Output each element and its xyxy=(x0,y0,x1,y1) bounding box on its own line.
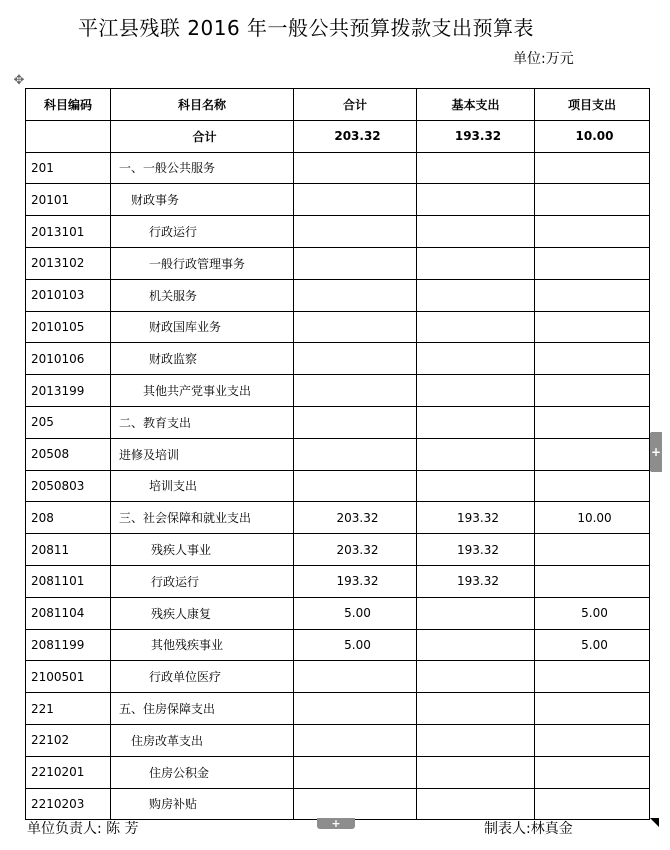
row-project xyxy=(535,375,650,407)
row-code: 2100501 xyxy=(26,661,111,693)
total-label: 合计 xyxy=(111,120,294,152)
row-project: 5.00 xyxy=(535,597,650,629)
row-basic xyxy=(417,693,535,725)
row-name: 财政国库业务 xyxy=(111,311,294,343)
row-total xyxy=(294,216,417,248)
row-code: 201 xyxy=(26,152,111,184)
table-row xyxy=(26,470,650,502)
row-project xyxy=(535,406,650,438)
header-project: 项目支出 xyxy=(535,89,650,121)
total-project: 10.00 xyxy=(535,120,650,152)
row-code: 20508 xyxy=(26,438,111,470)
table-row xyxy=(26,311,650,343)
row-total xyxy=(294,661,417,693)
row-total xyxy=(294,375,417,407)
table-row xyxy=(26,343,650,375)
row-project xyxy=(535,343,650,375)
row-name: 残疾人康复 xyxy=(111,597,294,629)
row-total xyxy=(294,152,417,184)
total-row xyxy=(26,120,650,152)
table-row xyxy=(26,661,650,693)
header-basic: 基本支出 xyxy=(417,89,535,121)
row-name: 财政监察 xyxy=(111,343,294,375)
header-total: 合计 xyxy=(294,89,417,121)
row-basic xyxy=(417,724,535,756)
row-project: 5.00 xyxy=(535,629,650,661)
row-code: 2010106 xyxy=(26,343,111,375)
row-name: 住房公积金 xyxy=(111,756,294,788)
row-total: 5.00 xyxy=(294,597,417,629)
row-name: 五、住房保障支出 xyxy=(111,693,294,725)
header-name: 科目名称 xyxy=(111,89,294,121)
row-total xyxy=(294,756,417,788)
row-name: 其他残疾事业 xyxy=(111,629,294,661)
row-name: 进修及培训 xyxy=(111,438,294,470)
row-code: 205 xyxy=(26,406,111,438)
row-code: 2081199 xyxy=(26,629,111,661)
row-total: 5.00 xyxy=(294,629,417,661)
row-name: 一般行政管理事务 xyxy=(111,247,294,279)
row-name: 二、教育支出 xyxy=(111,406,294,438)
row-code: 2081101 xyxy=(26,565,111,597)
row-project xyxy=(535,279,650,311)
row-name: 残疾人事业 xyxy=(111,534,294,566)
row-code: 22102 xyxy=(26,724,111,756)
table-header-row xyxy=(26,89,650,121)
row-basic xyxy=(417,661,535,693)
row-code: 2210201 xyxy=(26,756,111,788)
row-basic xyxy=(417,756,535,788)
row-name: 其他共产党事业支出 xyxy=(111,375,294,407)
row-basic: 193.32 xyxy=(417,534,535,566)
row-code: 221 xyxy=(26,693,111,725)
row-code: 208 xyxy=(26,502,111,534)
total-sum: 203.32 xyxy=(294,120,417,152)
row-basic xyxy=(417,311,535,343)
row-basic xyxy=(417,788,535,820)
row-name: 培训支出 xyxy=(111,470,294,502)
row-name: 行政运行 xyxy=(111,565,294,597)
row-code: 20101 xyxy=(26,184,111,216)
unit-label: 单位:万元 xyxy=(513,51,574,67)
budget-table xyxy=(25,88,650,820)
row-total xyxy=(294,247,417,279)
row-basic: 193.32 xyxy=(417,565,535,597)
table-row xyxy=(26,724,650,756)
row-total: 203.32 xyxy=(294,502,417,534)
row-code: 20811 xyxy=(26,534,111,566)
row-basic xyxy=(417,247,535,279)
row-project xyxy=(535,724,650,756)
table-row xyxy=(26,502,650,534)
total-basic: 193.32 xyxy=(417,120,535,152)
row-name: 财政事务 xyxy=(111,184,294,216)
row-code: 2010103 xyxy=(26,279,111,311)
row-basic: 193.32 xyxy=(417,502,535,534)
row-total xyxy=(294,311,417,343)
table-row xyxy=(26,597,650,629)
header-code: 科目编码 xyxy=(26,89,111,121)
table-row xyxy=(26,788,650,820)
plus-icon[interactable]: + xyxy=(650,432,662,472)
row-name: 行政运行 xyxy=(111,216,294,248)
row-code: 2010105 xyxy=(26,311,111,343)
row-name: 一、一般公共服务 xyxy=(111,152,294,184)
row-basic xyxy=(417,152,535,184)
row-code: 2013102 xyxy=(26,247,111,279)
row-total xyxy=(294,724,417,756)
row-total: 193.32 xyxy=(294,565,417,597)
row-project: 10.00 xyxy=(535,502,650,534)
row-total xyxy=(294,279,417,311)
row-code: 2013199 xyxy=(26,375,111,407)
resize-corner-icon[interactable] xyxy=(650,818,659,827)
table-row xyxy=(26,247,650,279)
row-code: 2210203 xyxy=(26,788,111,820)
row-project xyxy=(535,311,650,343)
row-total xyxy=(294,184,417,216)
row-total xyxy=(294,438,417,470)
row-basic xyxy=(417,375,535,407)
table-row xyxy=(26,406,650,438)
row-total: 203.32 xyxy=(294,534,417,566)
move-handle-icon[interactable]: ✥ xyxy=(13,73,25,88)
row-code: 2081104 xyxy=(26,597,111,629)
row-basic xyxy=(417,406,535,438)
table-row xyxy=(26,216,650,248)
row-project xyxy=(535,152,650,184)
row-project xyxy=(535,693,650,725)
row-basic xyxy=(417,279,535,311)
row-basic xyxy=(417,216,535,248)
table-row xyxy=(26,756,650,788)
row-project xyxy=(535,788,650,820)
row-name: 机关服务 xyxy=(111,279,294,311)
table-row xyxy=(26,184,650,216)
plus-icon[interactable]: + xyxy=(317,818,355,829)
row-project xyxy=(535,438,650,470)
row-basic xyxy=(417,184,535,216)
row-project xyxy=(535,470,650,502)
row-project xyxy=(535,534,650,566)
table-row xyxy=(26,438,650,470)
row-name: 三、社会保障和就业支出 xyxy=(111,502,294,534)
total-code-cell xyxy=(26,120,111,152)
table-row xyxy=(26,152,650,184)
row-name: 住房改革支出 xyxy=(111,724,294,756)
row-project xyxy=(535,661,650,693)
row-total xyxy=(294,406,417,438)
row-project xyxy=(535,565,650,597)
row-code: 2013101 xyxy=(26,216,111,248)
row-basic xyxy=(417,597,535,629)
footer-responsible: 单位负责人: 陈 芳 xyxy=(27,821,139,837)
row-name: 行政单位医疗 xyxy=(111,661,294,693)
row-basic xyxy=(417,343,535,375)
row-project xyxy=(535,756,650,788)
table-row xyxy=(26,693,650,725)
row-project xyxy=(535,216,650,248)
page-title: 平江县残联 2016 年一般公共预算拨款支出预算表 xyxy=(77,16,535,40)
table-row xyxy=(26,565,650,597)
footer-preparer: 制表人:林真金 xyxy=(484,821,573,837)
table-row xyxy=(26,629,650,661)
row-total xyxy=(294,343,417,375)
row-total xyxy=(294,470,417,502)
row-name: 购房补贴 xyxy=(111,788,294,820)
row-total xyxy=(294,788,417,820)
table-row xyxy=(26,279,650,311)
row-basic xyxy=(417,470,535,502)
table-row xyxy=(26,534,650,566)
row-basic xyxy=(417,629,535,661)
row-project xyxy=(535,184,650,216)
row-project xyxy=(535,247,650,279)
row-basic xyxy=(417,438,535,470)
row-total xyxy=(294,693,417,725)
table-row xyxy=(26,375,650,407)
row-code: 2050803 xyxy=(26,470,111,502)
